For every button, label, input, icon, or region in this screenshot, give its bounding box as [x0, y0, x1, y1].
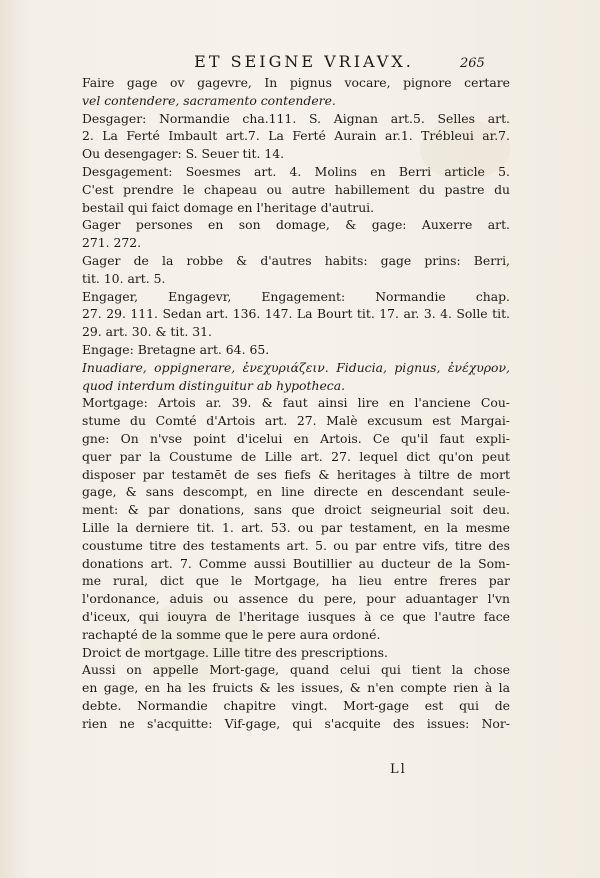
text-line: Aussi on appelle Mort-gage, quand celui qui tient la chose — [82, 662, 510, 678]
text-line: ment: & par donations, sans que droict seigneurial soit deu. — [82, 502, 510, 518]
text-line: 29. art. 30. & tit. 31. — [82, 324, 212, 340]
text-line: vel contendere, sacramento contendere. — [82, 92, 336, 108]
text-line: disposer par testamēt de ses fiefs & heritages à tiltre de mort — [82, 466, 510, 482]
text-line: Gager de la robbe & d'autres habits: gage prins: Berri, — [82, 252, 510, 268]
text-line: bestail qui faict domage en l'heritage d'autrui. — [82, 199, 375, 215]
text-line: 2. La Ferté Imbault art.7. La Ferté Aurain ar.1. Trébleui ar.7. — [82, 128, 510, 144]
text-line: d'iceux, qui iouyra de l'heritage iusques à ce que l'autre face — [82, 608, 510, 624]
text-line: debte. Normandie chapitre vingt. Mort-gage est qui de — [82, 697, 510, 713]
text-line: Droict de mortgage. Lille titre des prescriptions. — [82, 644, 388, 660]
text-line: stume du Comté d'Artois art. 27. Malè excusum est Margai- — [82, 413, 510, 429]
text-line: rien ne s'acquitte: Vif-gage, qui s'acquite des issues: Nor- — [82, 715, 510, 731]
text-line: Desgagement: Soesmes art. 4. Molins en Berri article 5. — [82, 163, 510, 179]
page-number: 265 — [460, 56, 485, 71]
text-line: gage, & sans descompt, en line directe en descendant seule- — [82, 484, 510, 500]
text-line: quer par la Coustume de Lille art. 27. lequel dict qu'on peut — [82, 448, 510, 464]
text-line: 271. 272. — [82, 235, 142, 251]
signature-mark: Ll — [390, 762, 407, 777]
text-line: Inuadiare, oppignerare, ἐνεχυριάζειν. Fiducia, pignus, ἐνέχυρον, — [82, 359, 510, 375]
text-line: Mortgage: Artois ar. 39. & faut ainsi lire en l'anciene Cou- — [82, 395, 510, 411]
text-line: Engage: Bretagne art. 64. 65. — [82, 341, 270, 357]
text-line: donations art. 7. Comme aussi Boutillier au ducteur de la Som- — [82, 555, 510, 571]
text-line: rachapté de la somme que le pere aura ordoné. — [82, 626, 381, 642]
text-line: me rural, dict que le Mortgage, ha lieu entre freres par — [82, 573, 510, 589]
body-text — [82, 74, 510, 732]
text-line: coustume titre des testaments art. 5. ou par entre vifs, titre des — [82, 537, 510, 553]
text-line: en gage, en ha les fruicts & les issues, & n'en compte rien à la — [82, 680, 510, 696]
text-line: Faire gage ov gagevre, In pignus vocare, pignore certare — [82, 75, 510, 90]
text-line: Gager persones en son domage, & gage: Auxerre art. — [82, 217, 510, 233]
text-line: quod interdum distinguitur ab hypotheca. — [82, 377, 346, 393]
running-head: ET SEIGNE VRIAVX. — [194, 52, 414, 71]
text-line: Ou desengager: S. Seuer tit. 14. — [82, 146, 285, 162]
text-line: Lille la derniere tit. 1. art. 53. ou par testament, en la mesme — [82, 519, 510, 535]
text-line: Desgager: Normandie cha.111. S. Aignan art.5. Selles art. — [82, 110, 510, 126]
text-line: l'ordonance, aduis ou assence du pere, pour aduantager l'vn — [82, 591, 510, 607]
text-line: gne: On n'vse point d'icelui en Artois. Ce qu'il faut expli- — [82, 430, 510, 446]
text-line: 27. 29. 111. Sedan art. 136. 147. La Bourt tit. 17. ar. 3. 4. Solle tit. — [82, 306, 510, 322]
text-line: Engager, Engagevr, Engagement: Normandie chap. — [82, 288, 510, 304]
text-line: C'est prendre le chapeau ou autre habillement du pastre du — [82, 181, 510, 197]
text-line: tit. 10. art. 5. — [82, 270, 166, 286]
